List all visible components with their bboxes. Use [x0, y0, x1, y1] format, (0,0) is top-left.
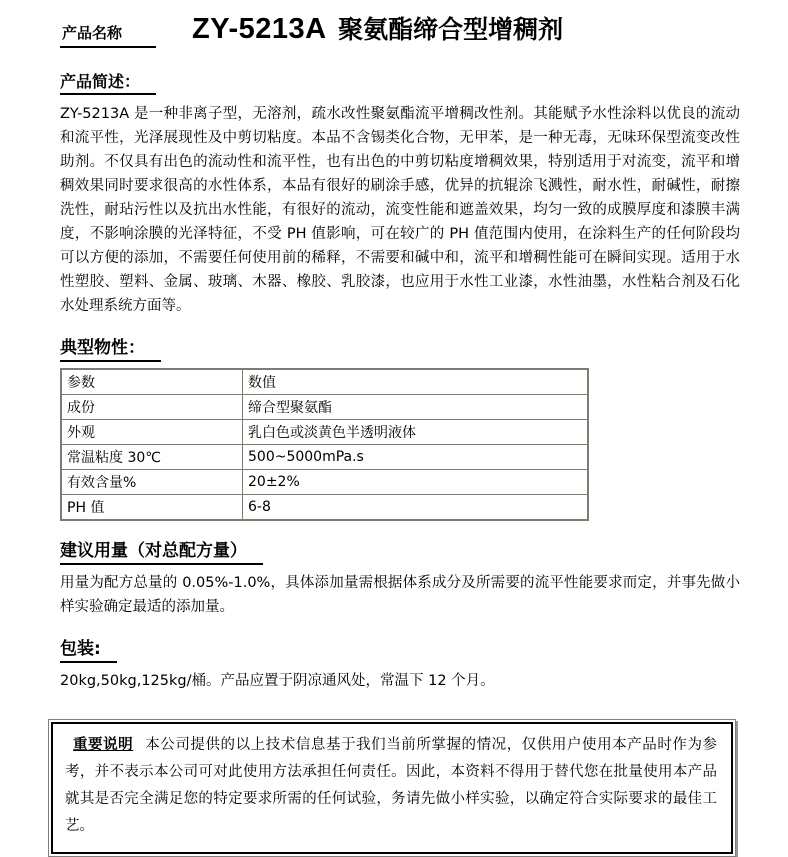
- intro-heading: 产品简述：: [60, 72, 740, 92]
- title-row: [60, 10, 740, 48]
- table-row: [61, 395, 588, 420]
- table-cell-value: 乳白色或淡黄色半透明液体: [243, 420, 589, 445]
- notice-body-text: 本公司提供的以上技术信息基于我们当前所掌握的情况，仅供用户使用本产品时作为参考，并不表示本公司可对此使用方法承担任何责任。因此，本资料不得用于替代您在批量使用本产品就其是否完全满足您的特定要求所需的任何试验，务请先做小样实验，以确定符合实际要求的最佳工艺。: [65, 737, 718, 834]
- table-cell-value: 6-8: [243, 495, 589, 521]
- table-cell-param: 有效含量%: [61, 470, 243, 495]
- product-title-cn-text: 聚氨酯缔合型增稠剂: [338, 15, 564, 44]
- table-cell-param: PH 值: [61, 495, 243, 521]
- packaging-heading: 包装:: [60, 639, 740, 659]
- table-cell-value: 500~5000mPa.s: [243, 445, 589, 470]
- intro-paragraph: ZY-5213A 是一种非离子型，无溶剂，疏水改性聚氨酯流平增稠改性剂。其能赋予水性涂料以优良的流动和流平性，光泽展现性及中剪切粘度。本品不含锡类化合物，无甲苯，是一种无毒，无味环保型流变改性助剂。不仅具有出色的流动性和流平性，也有出色的中剪切粘度增稠效果，特别适用于对流变，流平和增稠效果同时要求很高的水性体系，本品有很好的刷涂手感，优异的抗辊涂飞溅性，耐水性，耐碱性，耐擦洗性，耐玷污性以及抗出水性能，有很好的流动，流变性能和遮盖效果，均匀一致的成膜厚度和漆膜丰满度，不影响涂膜的光泽特征，不受 PH 值影响，可在较广的 PH 值范围内使用，在涂料生产的任何阶段均可以方便的添加，不需要任何使用前的稀释，不需要和碱中和，流平和增稠性能可在瞬间实现。适用于水性塑胶、塑料、金属、玻璃、木器、橡胶、乳胶漆，也应用于水性工业漆，水性油墨，水性粘合剂及石化水处理系统方面等。: [60, 106, 740, 314]
- dosage-heading: 建议用量（对总配方量）: [60, 541, 740, 561]
- table-cell-value: 缔合型聚氨酯: [243, 395, 589, 420]
- table-row: [61, 495, 588, 521]
- table-cell-param: 成份: [61, 395, 243, 420]
- table-header-row: [61, 369, 588, 395]
- table-header-cell: 参数: [61, 369, 243, 395]
- table-cell-param: 常温粘度 30℃: [61, 445, 243, 470]
- packaging-paragraph: 20kg,50kg,125kg/桶。产品应置于阴凉通风处，常温下 12 个月。: [60, 673, 495, 689]
- product-model-text: ZY-5213A: [192, 13, 327, 45]
- table-row: [61, 470, 588, 495]
- table-cell-value: 20±2%: [243, 470, 589, 495]
- notice-box-inner: [51, 722, 733, 854]
- table-cell-param: 外观: [61, 420, 243, 445]
- table-row: [61, 420, 588, 445]
- table-header-cell: 数值: [243, 369, 589, 395]
- notice-box: [48, 719, 736, 857]
- product-title: [192, 10, 563, 46]
- properties-heading: 典型物性：: [60, 338, 740, 358]
- dosage-paragraph: 用量为配方总量的 0.05%-1.0%，具体添加量需根据体系成分及所需要的流平性能要求而定，并事先做小样实验确定最适的添加量。: [60, 575, 740, 615]
- notice-heading: 重要说明: [73, 737, 134, 753]
- product-name-label: 产品名称: [60, 22, 156, 48]
- properties-table: [60, 368, 589, 521]
- table-row: [61, 445, 588, 470]
- notice-paragraph: [65, 732, 717, 840]
